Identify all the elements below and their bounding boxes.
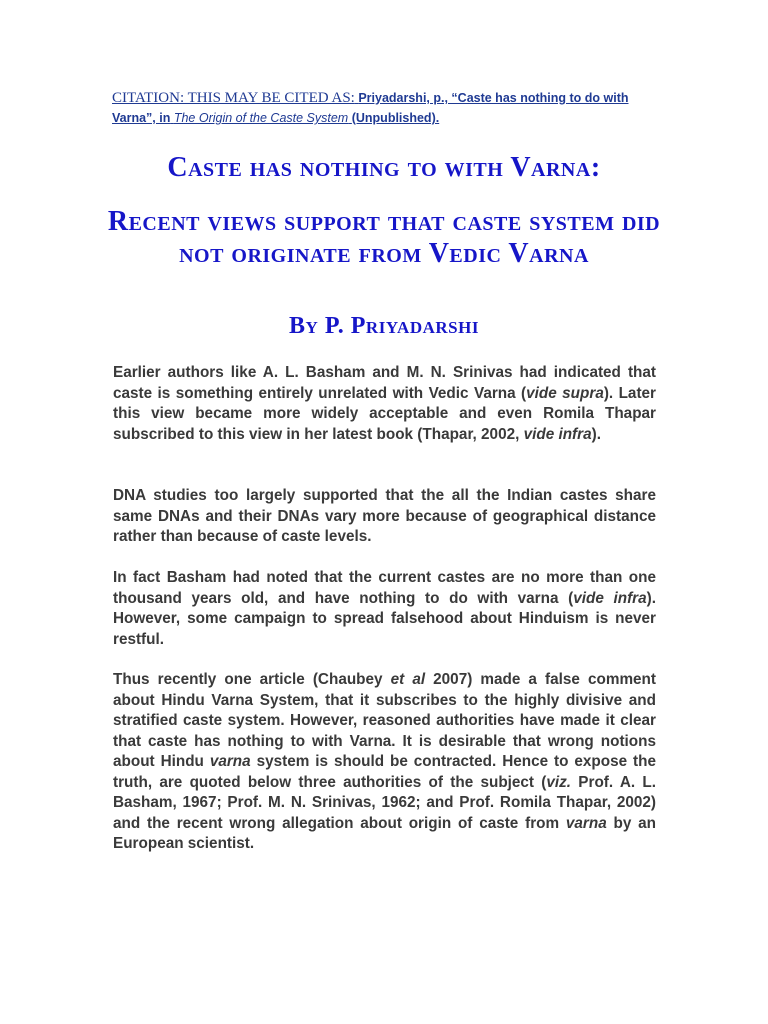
document-title: Caste has nothing to with Varna: [167, 152, 601, 183]
citation-book-title: The Origin of the Caste System [173, 111, 349, 125]
paragraph-text: Earlier authors like A. L. Basham and M. N. Srinivas had indicated that caste is something entirely unrelated with Vedic Varna ( [113, 364, 656, 402]
citation-lead: CITATION: THIS MAY BE CITED AS: [112, 90, 355, 106]
paragraph-3 [113, 568, 656, 650]
paragraph-italic: vide infra [523, 425, 592, 443]
paragraph-text: Thus recently one article (Chaubey [113, 671, 391, 688]
citation-status: (Unpublished). [351, 111, 440, 125]
paragraph-text: system is should be contracted. Hence to expose the truth, are quoted below three authorities of the subject ( [113, 753, 657, 791]
document-subtitle: Recent views support that caste system did not originate from Vedic Varna [107, 206, 661, 269]
paragraph-text: by an European scientist. [113, 814, 656, 852]
citation-author: Priyadarshi, p., “Caste has nothing to do with Varna”, in [112, 91, 629, 125]
paragraph-italic: vide supra [526, 384, 604, 402]
paragraph-text: 2007) made a false comment about Hindu Varna System, that it subscribes to the highly divisive and stratified caste system. However, reasoned authorities have made it clear that caste has nothing to with Varna. It is desirable that wrong notions about Hindu [113, 671, 656, 770]
paragraph-text: In fact Basham had noted that the current castes are no more than one thousand years old, and have nothing to do with varna ( [113, 569, 656, 607]
paragraph-text: Prof. A. L. Basham, 1967; Prof. M. N. Srinivas, 1962; and Prof. Romila Thapar, 2002) and the recent wrong allegation about origin of caste from [113, 773, 657, 832]
citation-line [112, 88, 662, 128]
paragraph-italic: varna [209, 753, 251, 770]
paragraph-italic: viz. [546, 773, 572, 791]
paragraph-text: DNA studies too largely supported that the all the Indian castes share same DNAs and their DNAs vary more because of geographical distance rather than because of caste levels. [113, 487, 656, 545]
paragraph-italic: varna [565, 814, 607, 832]
paragraph-1 [113, 363, 656, 445]
paragraph-4 [113, 670, 656, 855]
paragraph-italic: vide infra [573, 589, 647, 607]
paragraph-text: ). Later this view became more widely acceptable and even Romila Thapar subscribed to this view in her latest book (Thapar, 2002, [113, 384, 656, 443]
paragraph-text: ). However, some campaign to spread falsehood about Hinduism is never restful. [113, 589, 656, 648]
paragraph-italic: et al [390, 671, 426, 688]
paragraph-2 [113, 486, 656, 548]
author-byline: By P. Priyadarshi [289, 313, 479, 339]
paragraph-text: ). [591, 425, 601, 443]
